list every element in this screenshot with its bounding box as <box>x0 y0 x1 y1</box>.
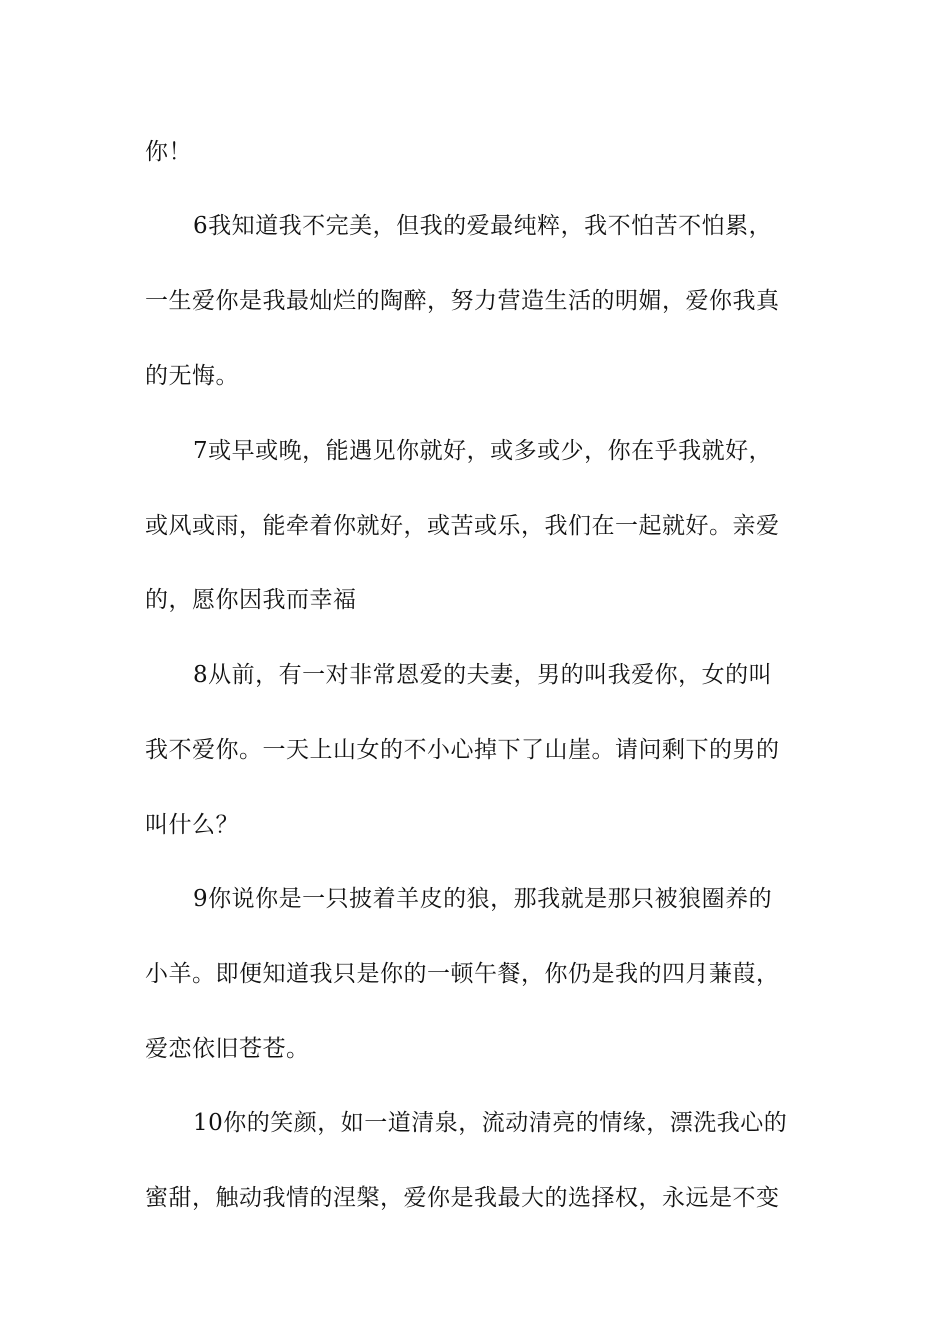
paragraph-10-line-2: 蜜甜，触动我情的涅槃，爱你是我最大的选择权，永远是不变 <box>145 1185 780 1211</box>
paragraph-6-line-3: 的无悔。 <box>145 363 239 389</box>
paragraph-7-line-1: 7或早或晚，能遇见你就好，或多或少，你在乎我就好， <box>193 438 773 464</box>
paragraph-9-line-2: 小羊。即便知道我只是你的一顿午餐，你仍是我的四月蒹葭， <box>145 961 780 987</box>
paragraph-9-line-3: 爱恋依旧苍苍。 <box>145 1036 310 1062</box>
paragraph-7-line-3: 的，愿你因我而幸福 <box>145 587 357 613</box>
paragraph-8-line-2: 我不爱你。一天上山女的不小心掉下了山崖。请问剩下的男的 <box>145 737 780 763</box>
text-line-continuation: 你！ <box>145 139 192 165</box>
paragraph-10-line-1: 10你的笑颜，如一道清泉，流动清亮的情缘，漂洗我心的 <box>193 1110 788 1136</box>
paragraph-9-line-1: 9你说你是一只披着羊皮的狼，那我就是那只被狼圈养的 <box>193 886 773 912</box>
paragraph-6-line-2: 一生爱你是我最灿烂的陶醉，努力营造生活的明媚，爱你我真 <box>145 288 780 314</box>
paragraph-8-line-1: 8从前，有一对非常恩爱的夫妻，男的叫我爱你，女的叫 <box>193 662 773 688</box>
paragraph-7-line-2: 或风或雨，能牵着你就好，或苦或乐，我们在一起就好。亲爱 <box>145 513 780 539</box>
paragraph-8-line-3: 叫什么？ <box>145 812 239 838</box>
paragraph-6-line-1: 6我知道我不完美，但我的爱最纯粹，我不怕苦不怕累， <box>193 213 773 239</box>
